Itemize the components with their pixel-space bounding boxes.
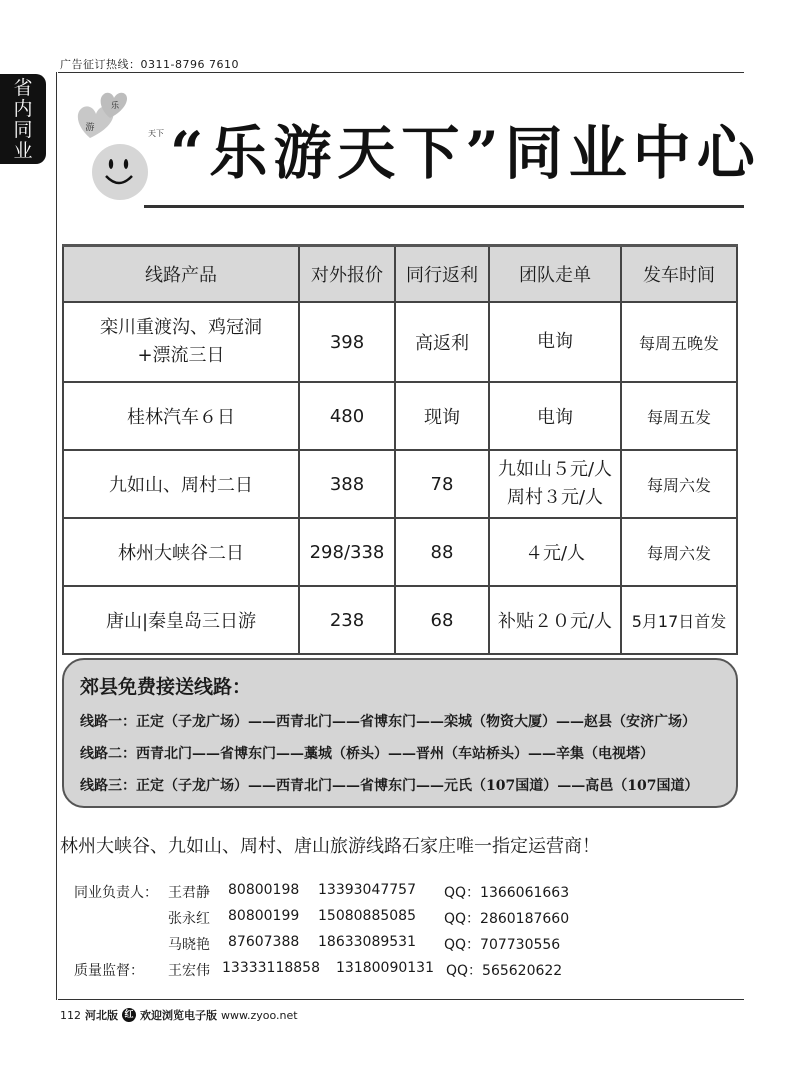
header-product: 线路产品	[63, 246, 299, 303]
edition-label: 河北版	[85, 1009, 118, 1022]
contact-name: 马晓艳	[168, 937, 210, 953]
cell-product	[63, 302, 299, 382]
contact-label-quality: 质量监督：	[74, 963, 144, 979]
pickup-route-line: 线路二：西青北门——省博东门——藁城（桥头）——晋州（车站桥头）——辛集（电视塔）	[80, 746, 654, 762]
logo-heart-right-char: 乐	[111, 101, 119, 110]
cell-price: 388	[299, 450, 395, 518]
cell-departure: 每周五晚发	[621, 302, 737, 382]
cell-price: 398	[299, 302, 395, 382]
contact-mobile: 15080885085	[318, 908, 416, 924]
contact-mobile: 13393047757	[318, 882, 416, 898]
cell-rebate: 高返利	[395, 302, 489, 382]
pickup-title: 郊县免费接送线路：	[80, 676, 252, 698]
pickup-route-line: 线路一：正定（子龙广场）——西青北门——省博东门——栾城（物资大厦）——赵县（安济广场）	[80, 714, 696, 730]
product-line: 栾川重渡沟、鸡冠洞	[100, 317, 262, 338]
cell-team: ４元/人	[489, 518, 621, 586]
logo-heart-left-char: 游	[85, 123, 95, 133]
product-line: +漂流三日	[137, 345, 225, 366]
table-row	[63, 302, 737, 382]
team-line: 电询	[537, 331, 573, 352]
contact-mobile: 13180090131	[336, 960, 434, 976]
smiley-logo-icon	[68, 88, 172, 210]
contact-name: 王君静	[168, 885, 210, 901]
cell-product: 唐山|秦皇岛三日游	[63, 586, 299, 654]
header-team: 团队走单	[489, 246, 621, 303]
left-rule	[56, 72, 57, 1000]
contact-qq: QQ：565620622	[446, 963, 563, 979]
header-rebate: 同行返利	[395, 246, 489, 303]
contact-label-peer: 同业负责人：	[74, 885, 158, 901]
cell-product: 林州大峡谷二日	[63, 518, 299, 586]
contact-qq: QQ：707730556	[444, 937, 561, 953]
cell-departure: 每周六发	[621, 450, 737, 518]
logo-caption: 天下	[148, 129, 164, 138]
page-footer	[60, 1007, 298, 1023]
welcome-text: 欢迎浏览电子版	[140, 1009, 217, 1022]
contact-tel: 80800199	[228, 908, 300, 924]
contact-tel: 80800198	[228, 882, 300, 898]
title-rule	[144, 205, 744, 208]
contact-mobile: 18633089531	[318, 934, 416, 950]
pickup-route-line: 线路三：正定（子龙广场）——西青北门——省博东门——元氏（107国道）——高邑（107国道）	[80, 778, 699, 794]
contact-qq: QQ：2860187660	[444, 911, 570, 927]
cell-price: 238	[299, 586, 395, 654]
routes-table	[62, 244, 738, 655]
cell-product: 桂林汽车６日	[63, 382, 299, 450]
website-link[interactable]: www.zyoo.net	[221, 1008, 298, 1022]
table-row	[63, 518, 737, 586]
contact-tel: 13333118858	[222, 960, 320, 976]
section-tab-char: 省	[13, 77, 33, 99]
table-row	[63, 450, 737, 518]
cell-departure: 每周五发	[621, 382, 737, 450]
contact-tel: 87607388	[228, 934, 300, 950]
top-rule	[58, 72, 744, 73]
table-row	[63, 382, 737, 450]
team-line: 周村３元/人	[506, 487, 604, 508]
cell-departure: 每周六发	[621, 518, 737, 586]
cell-product: 九如山、周村二日	[63, 450, 299, 518]
table-row	[63, 586, 737, 654]
exclusive-agent-notice: 林州大峡谷、九如山、周村、唐山旅游线路石家庄唯一指定运营商！	[60, 836, 600, 857]
cell-team: 补贴２０元/人	[489, 586, 621, 654]
contact-name: 王宏伟	[168, 963, 210, 979]
header-price: 对外报价	[299, 246, 395, 303]
cell-rebate: 68	[395, 586, 489, 654]
cell-departure: 5月17日首发	[621, 586, 737, 654]
table-header-row	[63, 246, 737, 303]
contact-qq: QQ：1366061663	[444, 885, 570, 901]
cell-price: 298/338	[299, 518, 395, 586]
brand-badge-icon: 红	[122, 1008, 136, 1022]
cell-rebate: 88	[395, 518, 489, 586]
page-title: “乐游天下”同业中心	[170, 119, 761, 187]
cell-price: 480	[299, 382, 395, 450]
ad-hotline: 广告征订热线：0311-8796 7610	[60, 58, 239, 71]
team-line: 九如山５元/人	[497, 459, 613, 480]
cell-rebate: 78	[395, 450, 489, 518]
cell-team: 电询	[489, 382, 621, 450]
section-tab-char: 内	[13, 98, 33, 120]
bottom-rule	[58, 999, 744, 1000]
page-number: 112	[60, 1008, 81, 1022]
cell-team	[489, 450, 621, 518]
cell-team	[489, 302, 621, 382]
section-tab-char: 业	[13, 140, 33, 162]
header-departure: 发车时间	[621, 246, 737, 303]
section-tab-char: 同	[13, 119, 33, 141]
cell-rebate: 现询	[395, 382, 489, 450]
section-tab	[0, 74, 46, 164]
contact-name: 张永红	[168, 911, 210, 927]
